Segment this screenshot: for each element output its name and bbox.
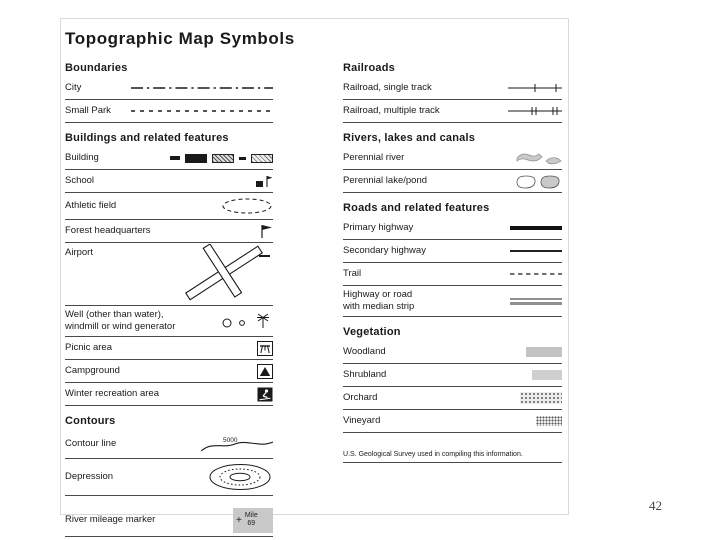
- legend-label-airport: Airport: [65, 247, 93, 258]
- depression-symbol: [207, 462, 273, 492]
- perennial-lake-symbol: [514, 173, 562, 189]
- legend-label-shrubland: Shrubland: [343, 369, 387, 381]
- legend-label-trail: Trail: [343, 268, 362, 280]
- section-heading-railroads: Railroads: [343, 62, 395, 74]
- small-park-boundary-symbol: [131, 108, 273, 114]
- winter-recreation-symbol: [257, 387, 273, 402]
- legend-label-forest-hq: Forest headquarters: [65, 225, 151, 237]
- legend-row-school: [65, 170, 273, 193]
- legend-row-shrubland: [343, 364, 562, 387]
- legend-row-perennial-river: [343, 147, 562, 170]
- section-heading-boundaries: Boundaries: [65, 62, 128, 74]
- legend-row-woodland: [343, 341, 562, 364]
- secondary-highway-line: [510, 250, 562, 252]
- woodland-symbol: [526, 347, 562, 357]
- legend-row-contour-line: [65, 430, 273, 459]
- legend-label-depression: Depression: [65, 471, 114, 483]
- section-heading-vegetation: Vegetation: [343, 326, 401, 338]
- airport-symbol: [175, 244, 273, 302]
- legend-label-school: School: [65, 175, 95, 187]
- legend-row-city: [65, 77, 273, 100]
- legend-label-picnic: Picnic area: [65, 342, 112, 354]
- legend-row-trail: [343, 263, 562, 286]
- primary-highway-symbol: [510, 226, 562, 230]
- legend-row-small-park: [65, 100, 273, 123]
- legend-row-depression: [65, 459, 273, 496]
- legend-label-vineyard: Vineyard: [343, 415, 381, 427]
- perennial-river-symbol: [516, 151, 562, 165]
- legend-row-secondary-highway: [343, 240, 562, 263]
- legend-row-perennial-lake: [343, 170, 562, 193]
- legend-label-river-mileage-marker: River mileage marker: [65, 514, 156, 526]
- legend-label-woodland: Woodland: [343, 346, 386, 358]
- section-heading-roads: Roads and related features: [343, 202, 490, 214]
- legend-label-perennial-river: Perennial river: [343, 152, 405, 164]
- well-label-line2: windmill or wind generator: [65, 321, 176, 332]
- page-number: 42: [649, 498, 662, 513]
- vineyard-symbol: [536, 416, 562, 426]
- legend-label-perennial-lake: Perennial lake/pond: [343, 175, 428, 187]
- topographic-map-symbols-slide: [60, 18, 569, 527]
- vineyard-swatch: [536, 416, 562, 426]
- building-hatched-rect: [212, 154, 234, 163]
- mile-marker-text: [245, 512, 258, 527]
- page-title: Topographic Map Symbols: [65, 29, 295, 48]
- shrubland-symbol: [532, 370, 562, 380]
- legend-label-well: [65, 309, 221, 333]
- section-heading-rivers: Rivers, lakes and canals: [343, 132, 476, 144]
- legend-row-well: [65, 306, 273, 337]
- legend-label-railroad-single: Railroad, single track: [343, 82, 432, 94]
- river-mileage-marker-symbol: [233, 508, 273, 533]
- building-solid-rect: [185, 154, 207, 163]
- legend-label-city: City: [65, 82, 82, 94]
- median-strip-symbol: [510, 298, 562, 305]
- legend-label-winter-recreation: Winter recreation area: [65, 388, 159, 400]
- legend-row-median-strip: [343, 286, 562, 317]
- legend-label-primary-highway: Primary highway: [343, 222, 414, 234]
- legend-row-athletic-field: [65, 193, 273, 220]
- median-label-line2: with median strip: [343, 301, 415, 312]
- shrubland-swatch: [532, 370, 562, 380]
- legend-row-winter-recreation: [65, 383, 273, 406]
- legend-row-orchard: [343, 387, 562, 410]
- legend-row-forest-hq: [65, 220, 273, 243]
- median-strip-lines: [510, 298, 562, 305]
- athletic-field-symbol: [221, 197, 273, 215]
- railroad-single-track-symbol: [508, 83, 562, 93]
- legend-label-campground: Campground: [65, 365, 120, 377]
- right-column: [343, 58, 562, 537]
- legend-row-river-mileage-marker: [65, 504, 273, 537]
- mile-number: 69: [247, 520, 256, 527]
- legend-row-railroad-single: [343, 77, 562, 100]
- legend-label-median-strip: [343, 289, 510, 313]
- legend-row-railroad-multiple: [343, 100, 562, 123]
- building-dash-mark: [239, 157, 246, 160]
- school-symbol: [255, 174, 273, 188]
- contour-value-label: 5000: [223, 437, 238, 444]
- legend-row-airport: [65, 243, 273, 306]
- well-windmill-symbol: [221, 313, 273, 329]
- section-heading-buildings: Buildings and related features: [65, 132, 229, 144]
- legend-row-building: [65, 147, 273, 170]
- trail-symbol: [510, 271, 562, 277]
- railroad-multiple-track-symbol: [508, 106, 562, 116]
- legend-label-athletic-field: Athletic field: [65, 200, 117, 212]
- legend-row-campground: [65, 360, 273, 383]
- legend-row-vineyard: [343, 410, 562, 433]
- building-hatched-rect-2: [251, 154, 273, 163]
- legend-label-building: Building: [65, 152, 99, 164]
- mile-marker-box: [233, 508, 273, 533]
- legend-label-contour-line: Contour line: [65, 438, 117, 450]
- plus-mark: +: [236, 514, 242, 526]
- well-label-line1: Well (other than water),: [65, 309, 164, 321]
- legend-label-secondary-highway: Secondary highway: [343, 245, 426, 257]
- legend-columns: [65, 58, 562, 537]
- orchard-swatch: [520, 392, 562, 404]
- usgs-footnote-row: [343, 445, 562, 463]
- usgs-footnote: U.S. Geological Survey used in compiling this information.: [343, 451, 523, 459]
- legend-row-picnic: [65, 337, 273, 360]
- building-small-mark: [170, 156, 180, 160]
- secondary-highway-symbol: [510, 250, 562, 252]
- city-boundary-symbol: [131, 85, 273, 91]
- legend-label-railroad-multiple: Railroad, multiple track: [343, 105, 440, 117]
- woodland-swatch: [526, 347, 562, 357]
- left-column: [65, 58, 273, 537]
- mile-word: Mile: [244, 512, 258, 520]
- contour-line-symbol: [201, 433, 273, 455]
- campground-symbol: [257, 364, 273, 379]
- primary-highway-line: [510, 226, 562, 230]
- picnic-area-symbol: [257, 341, 273, 356]
- legend-label-orchard: Orchard: [343, 392, 378, 404]
- orchard-symbol: [520, 392, 562, 404]
- section-heading-contours: Contours: [65, 415, 116, 427]
- building-symbol: [170, 154, 273, 163]
- median-label-line1: Highway or road: [343, 289, 413, 301]
- forest-headquarters-symbol: [259, 223, 273, 239]
- legend-row-primary-highway: [343, 217, 562, 240]
- legend-label-small-park: Small Park: [65, 105, 111, 117]
